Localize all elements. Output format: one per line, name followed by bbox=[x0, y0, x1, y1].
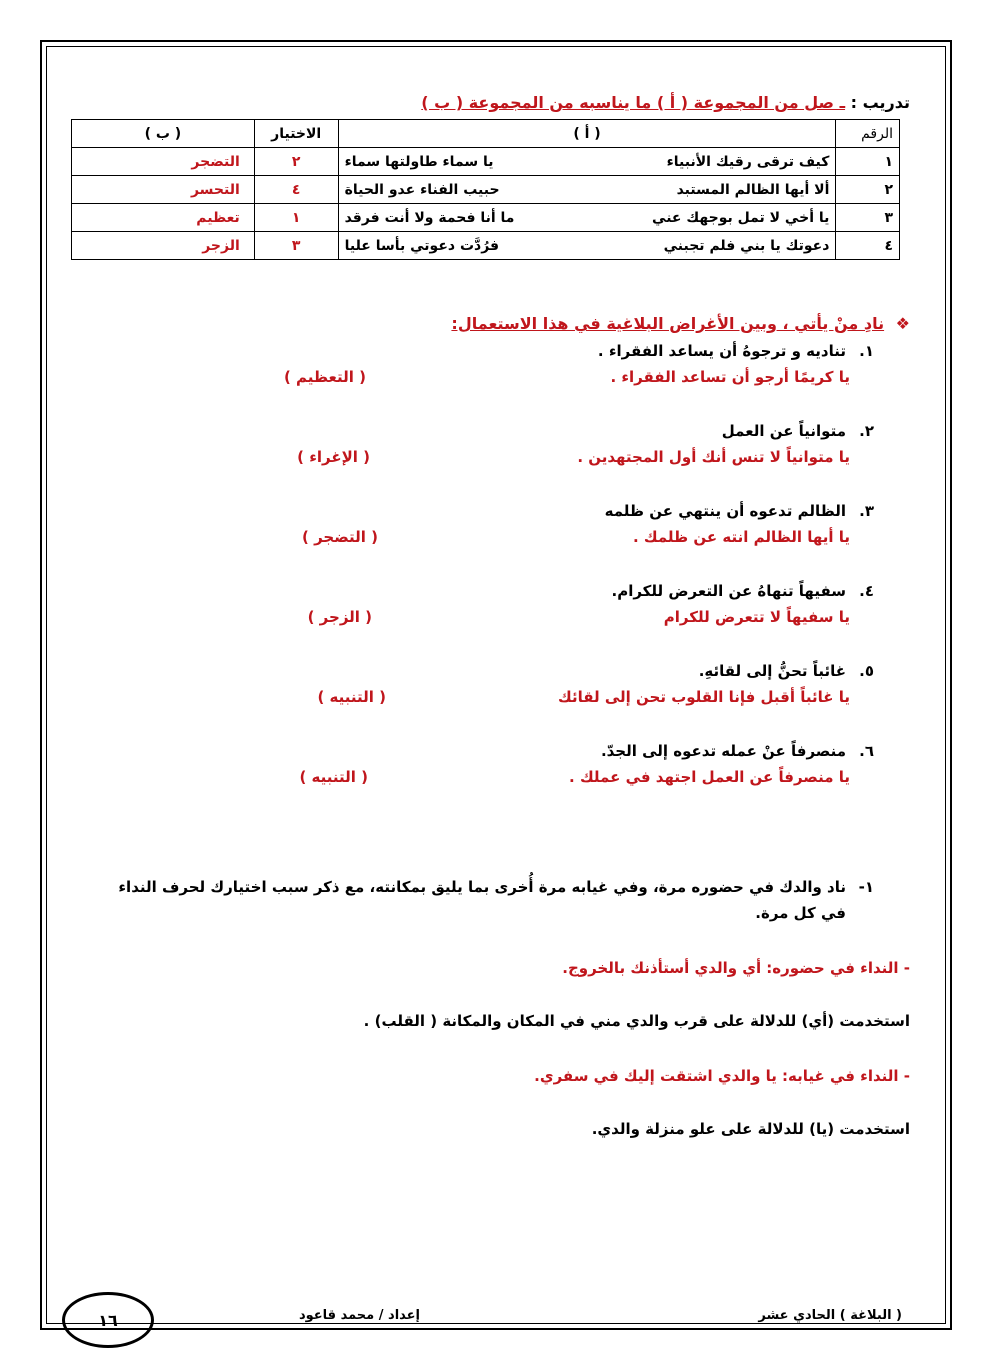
row-a-second: فرُدَّت دعوتي بأسا عليا bbox=[344, 237, 500, 254]
page-number-badge bbox=[62, 1292, 154, 1348]
row-choice: ٣ bbox=[254, 232, 338, 260]
item-number: ٥. bbox=[859, 662, 874, 680]
exercise3-question-line1: ناد والدك في حضوره مرة، وفي غيابه مرة أُخرى بما يليق بمكانته، مع ذكر سبب اختيارك لحرف النداء bbox=[118, 878, 846, 896]
absence-label: - النداء في غيابه: bbox=[782, 1067, 910, 1085]
row-choice: ١ bbox=[254, 204, 338, 232]
item-purpose: ( الزجر ) bbox=[307, 608, 372, 626]
item-number: ٢. bbox=[859, 422, 874, 440]
presence-line bbox=[562, 958, 910, 977]
table-row bbox=[72, 148, 900, 176]
row-choice: ٢ bbox=[254, 148, 338, 176]
exercise3-number: ١- bbox=[858, 878, 874, 896]
diamond-bullet-icon: ❖ bbox=[895, 314, 910, 333]
item-number: ٣. bbox=[859, 502, 874, 520]
exercise3-question-line2: في كل مرة. bbox=[755, 904, 846, 922]
table-row bbox=[72, 176, 900, 204]
header-choice: الاختيار bbox=[254, 120, 338, 148]
item-prompt: متوانياً عن العمل bbox=[721, 422, 846, 440]
row-b: التضجر bbox=[72, 148, 255, 176]
header-a: ( أ ) bbox=[338, 120, 836, 148]
item-answer: يا سفيهاً لا تتعرض للكرام bbox=[663, 608, 850, 626]
table-header-row bbox=[72, 120, 900, 148]
item-purpose: ( الإغراء ) bbox=[297, 448, 370, 466]
item-purpose: ( التنبيه ) bbox=[299, 768, 368, 786]
item-number: ١. bbox=[859, 342, 874, 360]
exercise2-heading-text: نادِ منْ يأتي ، وبين الأغراض البلاغية في هذا الاستعمال: bbox=[451, 314, 885, 333]
row-b: الزجر bbox=[72, 232, 255, 260]
item-prompt: سفيهاً تنهاهُ عن التعرض للكرام. bbox=[611, 582, 846, 600]
item-answer: يا منصرفاً عن العمل اجتهد في عملك . bbox=[569, 768, 850, 786]
item-number: ٦. bbox=[859, 742, 874, 760]
item-answer: يا متوانياً لا تنس أنك أول المجتهدين . bbox=[577, 448, 850, 466]
row-a-first: يا أخي لا تمل بوجهك عني bbox=[652, 209, 830, 226]
page-number: ١٦ bbox=[98, 1310, 118, 1330]
row-num: ٤ bbox=[836, 232, 900, 260]
row-num: ١ bbox=[836, 148, 900, 176]
row-b: تعظيم bbox=[72, 204, 255, 232]
exercise1-title bbox=[421, 93, 910, 112]
footer-subject: ( البلاغة ) الحادي عشر bbox=[758, 1308, 902, 1323]
exercise1-label: تدريب : bbox=[850, 93, 910, 112]
item-prompt: منصرفاً عنْ عمله تدعوه إلى الجدّ. bbox=[600, 742, 846, 760]
row-choice: ٤ bbox=[254, 176, 338, 204]
absence-line bbox=[534, 1066, 910, 1085]
presence-answer: أي والدي أستأذنك بالخروج. bbox=[562, 959, 762, 977]
presence-label: - النداء في حضوره: bbox=[766, 959, 910, 977]
row-a-first: ألا أيها الظالم المستبد bbox=[676, 181, 830, 198]
matching-table bbox=[71, 119, 900, 260]
item-number: ٤. bbox=[859, 582, 874, 600]
header-num: الرقم bbox=[836, 120, 900, 148]
row-a bbox=[338, 204, 836, 232]
item-prompt: الظالم تدعوه أن ينتهي عن ظلمه bbox=[604, 502, 846, 520]
row-num: ٣ bbox=[836, 204, 900, 232]
row-a-first: كيف ترقى رقيك الأنبياء bbox=[666, 153, 830, 170]
row-a-second: يا سماء طاولتها سماء bbox=[344, 153, 494, 170]
presence-reason: استخدمت (أي) للدلالة على قرب والدي مني في المكان والمكانة ( القلب) . bbox=[363, 1012, 910, 1030]
item-answer: يا أيها الظالم انته عن ظلمك . bbox=[632, 528, 850, 546]
item-purpose: ( التعظيم ) bbox=[283, 368, 366, 386]
row-a-second: ما أنا فحمة ولا أنت فرقد bbox=[344, 209, 515, 226]
item-answer: يا كريمًا أرجو أن تساعد الفقراء . bbox=[610, 368, 850, 386]
table-row bbox=[72, 232, 900, 260]
exercise2-heading bbox=[451, 314, 910, 333]
row-a-second: حبيب الفناء عدو الحياة bbox=[344, 181, 500, 198]
item-purpose: ( التضجر ) bbox=[302, 528, 378, 546]
row-a bbox=[338, 232, 836, 260]
footer-author: إعداد / محمد قاعود bbox=[298, 1308, 420, 1323]
absence-answer: يا والدي اشتقت إليك في سفري. bbox=[534, 1067, 777, 1085]
header-b: ( ب ) bbox=[72, 120, 255, 148]
table-row bbox=[72, 204, 900, 232]
exercise1-instruction: ـ صل من المجموعة ( أ ) ما يناسبه من المجموعة ( ب ) bbox=[421, 93, 846, 112]
row-b: التحسر bbox=[72, 176, 255, 204]
absence-reason: استخدمت (يا) للدلالة على علو منزلة والدي. bbox=[591, 1120, 910, 1138]
row-a bbox=[338, 176, 836, 204]
item-prompt: تناديه و ترجوهُ أن يساعد الفقراء . bbox=[597, 342, 846, 360]
item-prompt: غائباً تحنُّ إلى لقائهِ. bbox=[698, 662, 846, 680]
row-a-first: دعوتك يا بني فلم تجبني bbox=[663, 237, 830, 254]
row-num: ٢ bbox=[836, 176, 900, 204]
item-answer: يا غائباً أقبل فإنا القلوب تحن إلى لقائك bbox=[557, 688, 850, 706]
item-purpose: ( التنبيه ) bbox=[317, 688, 386, 706]
row-a bbox=[338, 148, 836, 176]
